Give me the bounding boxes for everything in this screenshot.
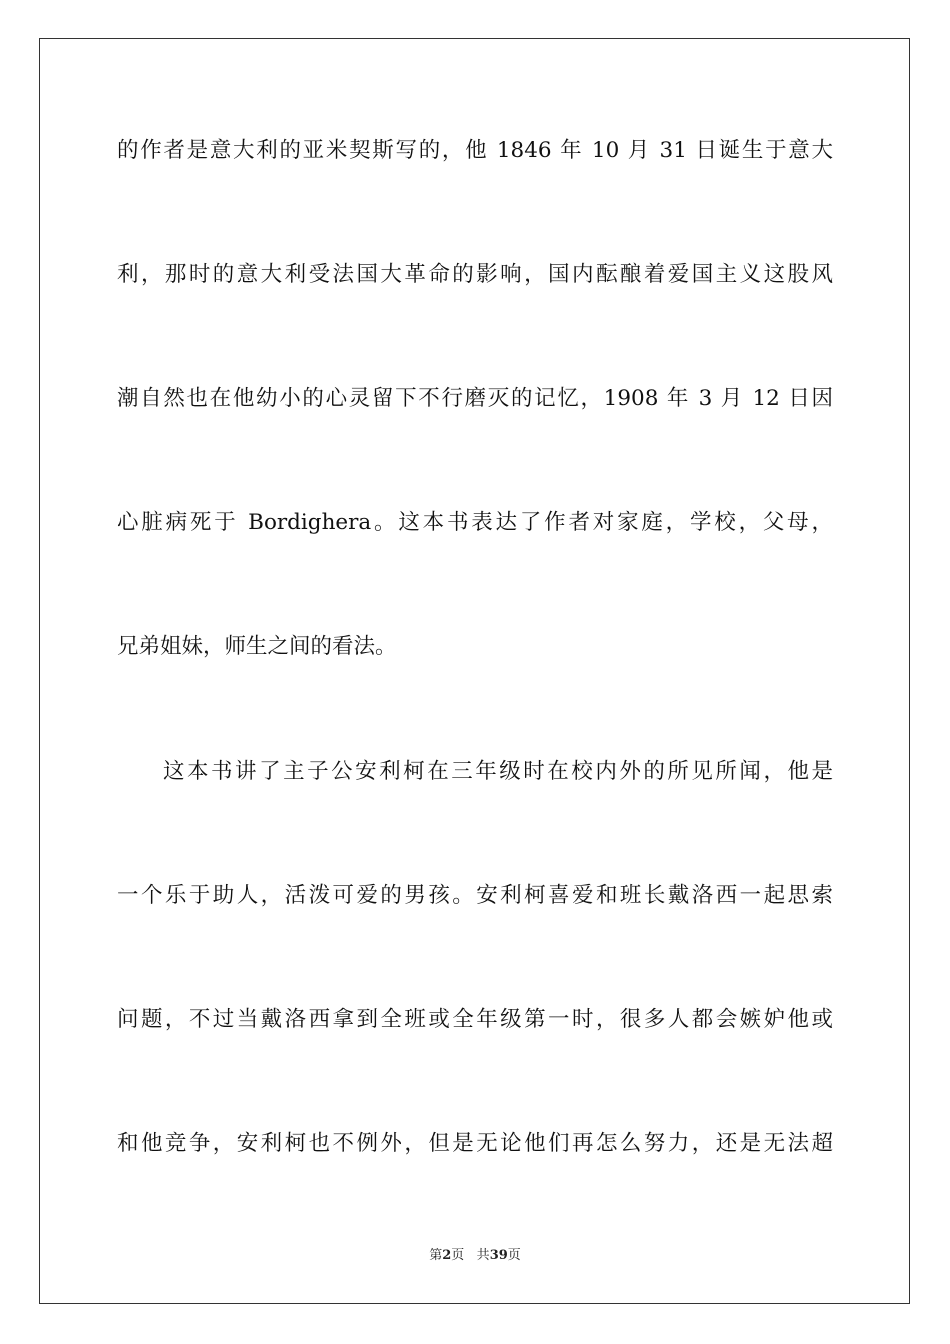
paragraph-start-line: 这本书讲了主子公安利柯在三年级时在校内外的所见所闻，他是: [163, 759, 833, 784]
text-line: 潮自然也在他幼小的心灵留下不行磨灭的记忆，1908 年 3 月 12 日因: [117, 386, 833, 411]
text-line: 和他竞争，安利柯也不例外，但是无论他们再怎么努力，还是无法超: [117, 1131, 833, 1156]
total-pages: 39: [489, 1248, 508, 1263]
page-footer: [0, 1247, 950, 1265]
text-line: 利，那时的意大利受法国大革命的影响，国内酝酿着爱国主义这股风: [117, 262, 833, 287]
page-number: 2: [442, 1248, 452, 1263]
text-line: 问题，不过当戴洛西拿到全班或全年级第一时，很多人都会嫉妒他或: [117, 1007, 833, 1032]
text-line: 的作者是意大利的亚米契斯写的，他 1846 年 10 月 31 日诞生于意大: [117, 138, 833, 163]
page-prefix: 第: [429, 1248, 443, 1263]
total-prefix: 共: [476, 1248, 490, 1263]
text-line: 一个乐于助人，活泼可爱的男孩。安利柯喜爱和班长戴洛西一起思索: [117, 883, 833, 908]
page-suffix: 页: [451, 1248, 465, 1263]
text-line: 心脏病死于 Bordighera。这本书表达了作者对家庭，学校，父母，: [117, 510, 833, 535]
page-border: [39, 38, 910, 1304]
total-suffix: 页: [507, 1248, 521, 1263]
text-line: 兄弟姐妹，师生之间的看法。: [117, 634, 397, 659]
